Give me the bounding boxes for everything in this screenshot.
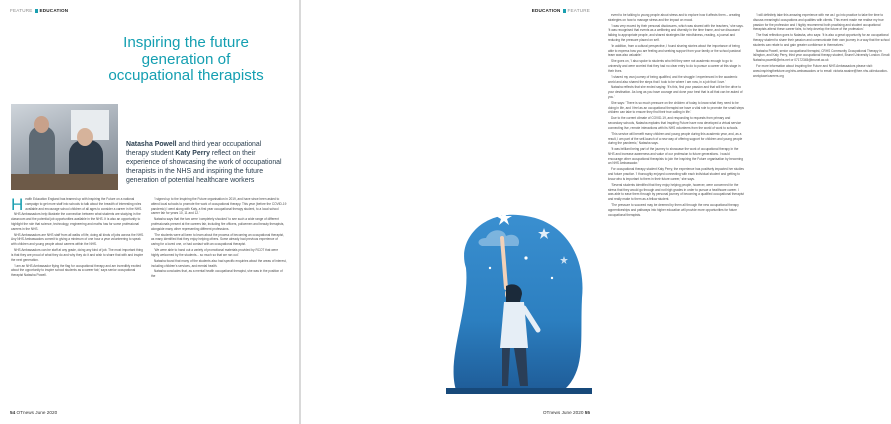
left-page [0,0,299,424]
section-label-b: FEATURE [567,8,590,13]
section-label [532,8,590,13]
page-number: 54 [10,410,16,415]
body-column-4 [753,13,891,80]
body-paragraph: She says: 'There is so much pressure on the children of today to know what they need to be doing in life, and I feel as an occupational therapist we have a vital role to promote the small steps children can take to ensure they find their true calling in life.' [608,100,744,115]
body-paragraph: Natasha concludes that, as a mental health occupational therapist, she was in the position of the [151,269,283,279]
more-info: For more information about Inspiring the Future and NHS Ambassadors please visit: www.inspiringthefuture.org/nhs-ambassadors or to email: victoria.swaine@hee.nhs.uk/education-workplace/careers.org [753,64,888,78]
body-paragraph: 'The pressure to succeed may be deemed by them all through the new occupational therapy apprenticeships and pathways into higher education will provide more opportunities for future occupational therapists. [608,203,739,217]
section-label [10,8,68,13]
magazine-issue: OTnews June 2020 [542,410,584,415]
body-paragraph: 'It was brilliant being part of the journey to showcase the work of occupational therapy in the NHS and increase awareness and value of our profession to future generations. I would encourage other occupational therapists to join the Inspiring the Future organisation by becoming an NHS Ambassador.' [608,147,743,166]
sparkle-icon [524,256,527,259]
magazine-issue: OTnews June 2020 [16,410,58,415]
body-column-1 [11,197,144,279]
body-paragraph: 'The students were all keen to learn about the process of becoming an occupational therapist, as many identified that they enjoy helping others. Some already had previous experience of caring for a loved one, or had contact with an occupational therapist. [151,232,284,247]
body-paragraph: 'I am an NHS Ambassador flying the flag for occupational therapy and am incredibly excited about the opportunity to inspire school students as a career fair,' says senior occupational therapist Natasha Powell. [11,263,141,277]
ground [446,388,592,394]
body-paragraph: event to be talking to young people about stress and to explore how it affects them – creating strategies on how to manage stress and the impact on mood. [608,13,741,22]
body-paragraph: Due to the current climate of COVID-19, and responding to requests from primary and secondary schools, Natasha explains that Inspiring Future have now developed a virtual service connecting live, remote interactions with its NHS volunteers from the world of work to schools. [608,116,742,130]
person-reaching-stars-illustration [446,198,592,394]
body-paragraph: 'I shared my own journey of being qualified, and the struggle I experienced in the academic world and also shared the steps that I took to be where I am now, in a job that I love.' [608,74,738,84]
article-headline: Inspiring the future generation of occupational therapists [108,34,264,84]
standfirst-text-2: reflect on their experience of showcasing the work of occupational therapists in the NHS and inspiring the future generation of potential healthcare workers [126,150,282,185]
sparkle-icon [551,277,553,279]
body-paragraph: The final reflection goes to Natasha, who says: 'It is also a great opportunity for an occupational therapy student to share their passion and communicate their own journey in a way that the school students can relate to and gain greater confidence in themselves.' [753,33,890,47]
page-number: 55 [584,410,590,415]
body-paragraph: Natasha says that the two were 'completely shocked' to see such a wide range of different professionals present at the careers fair, including fire officers, policemen and beauty therapists, alongside many other representing different professions. [151,217,285,231]
body-paragraph: For occupational therapy student Katy Perry, the experience has positively impacted her studies and future practice. 'I thoroughly enjoyed connecting with each individual student and getting to know who is important to them in their future career,' she says. [608,167,744,181]
body-paragraph: 'I signed up to the Inspiring the Future organisation in 2019, and have since been asked to attend local schools to promote the work of occupational therapy. This year (before the COVID-19 pandemic) I went along with Katy, a first year occupational therapy student, to a local school career fair for years 10, 11 and 12.' [151,197,287,216]
body-paragraph: NHS Ambassadors can be staff at any grade, doing any kind of job. The most important thing is that they are proud of what they do and why they do it and wish to share that with and inspire the next generation. [11,248,144,262]
two-people-photo [11,104,118,190]
section-label-a: FEATURE [10,8,33,13]
body-column-3 [608,13,744,218]
sparkle-icon [489,267,491,269]
section-label-a: EDUCATION [531,8,561,13]
body-paragraph: 'This service will benefit many children and young people during this academic year, and, as a result, I am part of the self-launch of a new way of offering support for children and young people during the pandemic,' Natasha says. [608,131,743,146]
photo-head-left [34,116,49,133]
body-paragraph: NHS Ambassadors are NHS staff from all walks of life, doing all kinds of jobs across the NHS. Any NHS Ambassadors commit to giving a minimum of one hour a year volunteering to speak with children and young people about careers within the NHS. [11,232,144,247]
standfirst-author-1: Natasha Powell [126,141,177,148]
section-separator [35,9,38,13]
page-footer-right [543,410,590,415]
body-paragraph: She goes on, 'I also spoke to students who felt they were not academic enough to go to university and were worried that they had no clear entry to do to pursue a career at this stage in their lives. [608,59,741,73]
section-label-b: EDUCATION [39,8,69,13]
section-separator [563,9,566,13]
body-paragraph: 'Several students identified that they enjoy helping people, however, were concerned for the stress that they would go through and not high grades in order to pursue a healthcare career. I was able to ease them through by personal journey of becoming a qualified occupational therapist and really make to them as a fellow student. [608,182,744,202]
photo-head-right [77,128,93,146]
body-paragraph: 'I was very moved by their personal disclosures, which was shared with the teachers,' she says. 'It was recognised that events as a wellbeing and diversity in the time frame, and we discussed talking to appropriate people, and shared strategies like mindfulness, reading, a journal and reducing the pressure placed on self. [608,23,744,42]
body-paragraph: Natasha reflects that she ended saying: 'It's this, find your passion and that will be the drive to your destination. As long as you have courage and done your best that is all that can be asked of you.' [608,85,743,99]
body-paragraph: NHS Ambassadors help illustrate the connection between what students are studying in the classroom and the potential job opportunities available in the NHS. It is also an opportunity to highlight the role that science, technology, engineering and maths has for some professional careers in the NHS. [11,212,141,231]
body-column-2 [151,197,287,280]
body-paragraph: Health Education England has teamed up with Inspiring the Future on a national campaign to get more staff into schools to talk about the breadth of interesting roles available and encourage school children of all ages to consider a career in the NHS. [11,195,143,214]
standfirst-text-1: and third year occupational therapy student [126,141,262,158]
photo-desk [11,174,118,190]
standfirst [126,140,286,185]
body-paragraph: 'I will definitely take this amazing experience with me as I go into practice to take the time to discuss meaningful occupations and qualities with clients. This event made me realise my true passion for the profession and I highly recommend both practising and student occupational therapists attend these career fairs, to help develop the future of the profession.' [753,13,884,32]
drop-cap: H [11,195,24,214]
body-paragraph: 'We were able to hand out a variety of promotional materials provided by RCOT that were highly welcomed by the students... so much so that we ran out.' [151,248,279,257]
author-bio: Natasha Powell, senior occupational therapist, CRHS Community Occupational Therapy in Islington, and Katy Perry, third year occupational therapy student, Brunel University London. Email: Natasha.powell6@nhs.net or 07172345@brunel.ac.uk [753,48,891,63]
standfirst-author-2: Katy Perry [175,150,210,158]
body-paragraph: Natasha found that many of the students also had specific enquiries about the areas of interest, including children's services, and mental health. [151,258,287,268]
body-paragraph: 'In addition, from a cultural perspective, I found sharing stories about the importance of being able to express how you are feeling and seeking support from your family or the school pastoral team was also valuable.' [608,43,741,58]
page-footer-left [10,410,57,415]
